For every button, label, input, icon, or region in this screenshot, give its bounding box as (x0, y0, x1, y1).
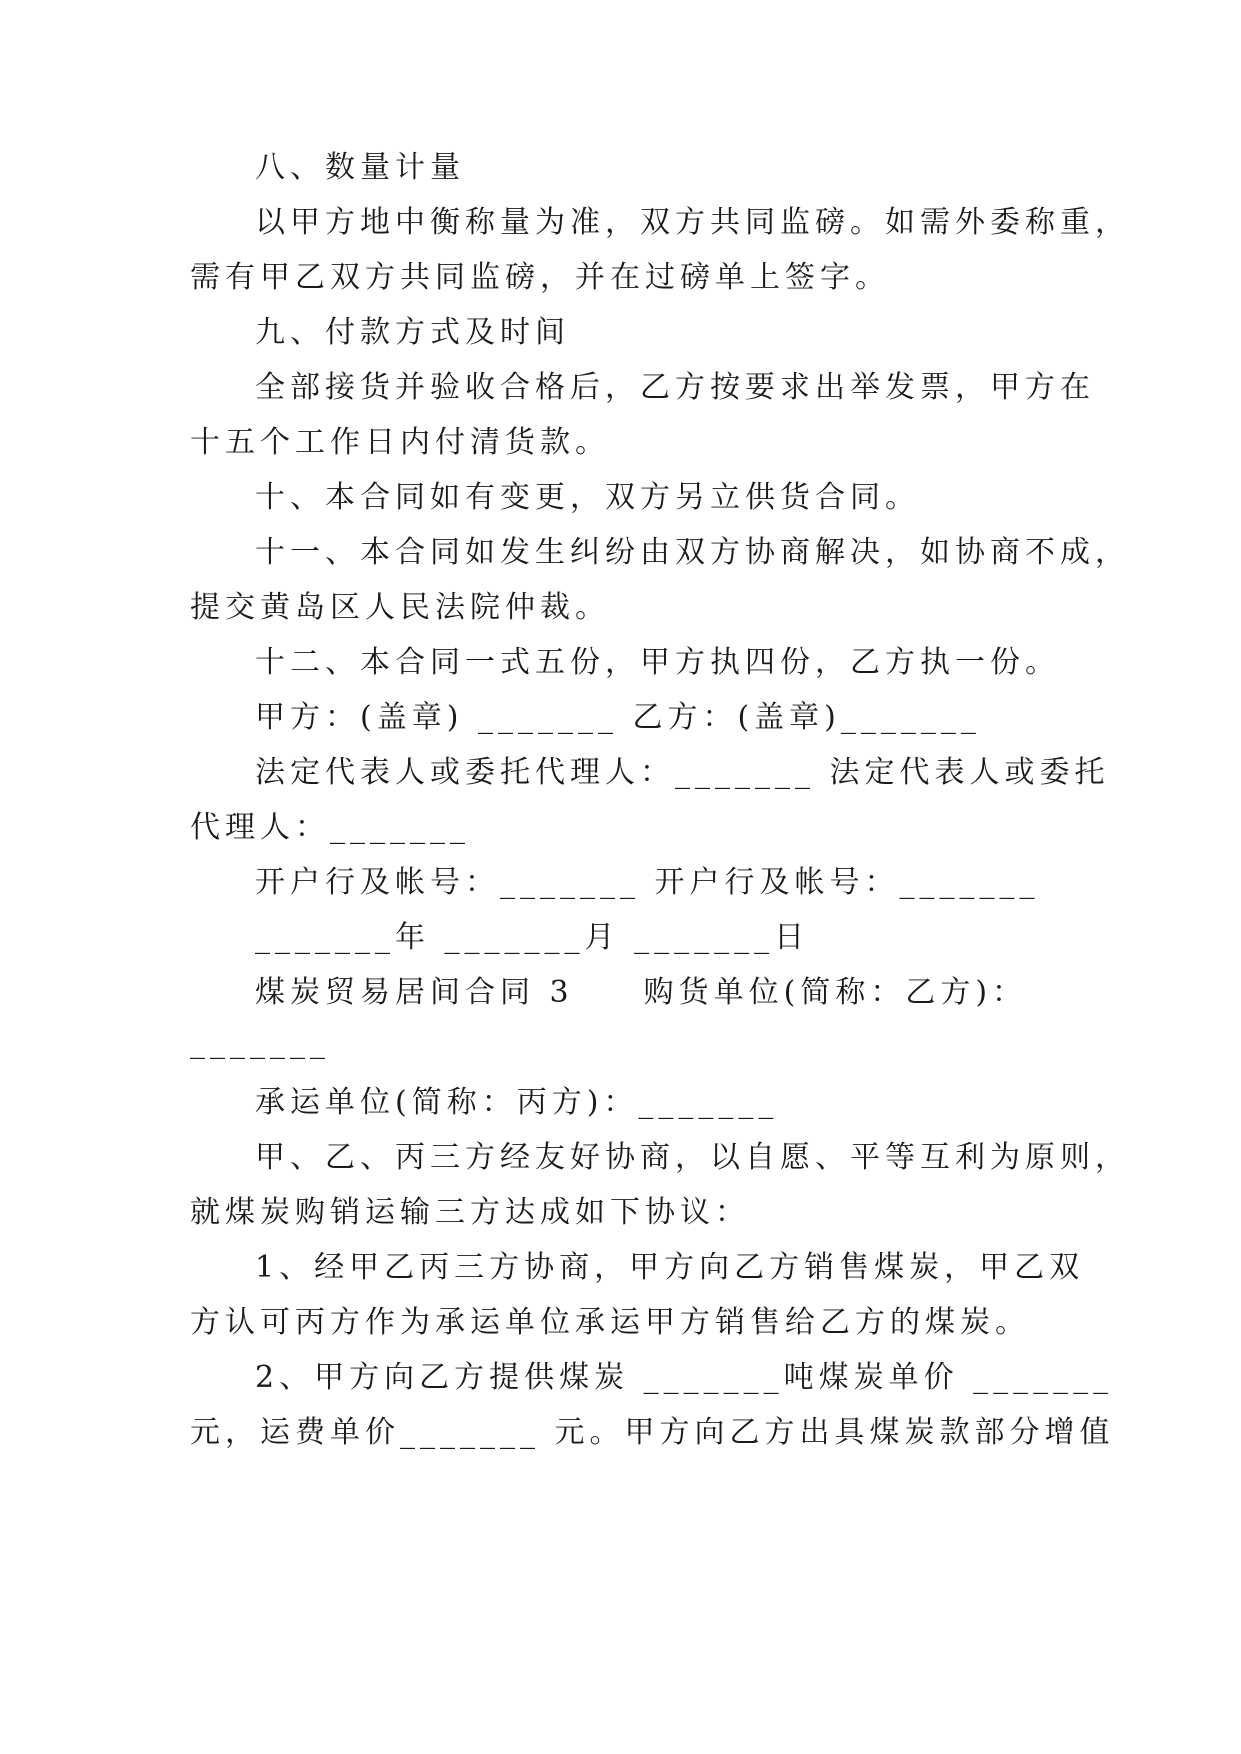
date-line: _______年 _______月 _______日 (255, 920, 810, 955)
blank-line: _______ (190, 1025, 330, 1060)
paragraph-line: 以甲方地中衡称量为准，双方共同监磅。如需外委称重， (255, 205, 1130, 240)
paragraph-line: 需有甲乙双方共同监磅，并在过磅单上签字。 (190, 260, 890, 295)
paragraph-line: 甲、乙、丙三方经友好协商，以自愿、平等互利为原则， (255, 1140, 1130, 1175)
paragraph-line: 提交黄岛区人民法院仲裁。 (190, 590, 610, 625)
section-heading-11: 十一、本合同如发生纠纷由双方协商解决，如协商不成， (255, 535, 1130, 570)
contract-title-line: 煤炭贸易居间合同 3 购货单位(简称：乙方)： (255, 975, 1028, 1010)
clause-1-line: 1、经甲乙丙三方协商，甲方向乙方销售煤炭，甲乙双 (255, 1250, 1085, 1285)
clause-2-line: 2、甲方向乙方提供煤炭 _______吨煤炭单价 _______ (255, 1360, 1114, 1395)
representative-line: 法定代表人或委托代理人：_______ 法定代表人或委托 (255, 755, 1110, 790)
carrier-line: 承运单位(简称：丙方)：_______ (255, 1085, 779, 1120)
paragraph-line: 全部接货并验收合格后，乙方按要求出举发票，甲方在 (255, 370, 1095, 405)
clause-1-line: 方认可丙方作为承运单位承运甲方销售给乙方的煤炭。 (190, 1305, 1030, 1340)
section-heading-8: 八、数量计量 (255, 150, 465, 185)
representative-line: 代理人：_______ (190, 810, 470, 845)
section-heading-10: 十、本合同如有变更，双方另立供货合同。 (255, 480, 920, 515)
section-heading-9: 九、付款方式及时间 (255, 315, 570, 350)
paragraph-line: 十五个工作日内付清货款。 (190, 425, 610, 460)
signature-line: 甲方：(盖章) _______ 乙方：(盖章)_______ (255, 700, 981, 735)
paragraph-line: 就煤炭购销运输三方达成如下协议： (190, 1195, 750, 1230)
bank-account-line: 开户行及帐号：_______ 开户行及帐号：_______ (255, 865, 1040, 900)
clause-2-line: 元，运费单价_______ 元。甲方向乙方出具煤炭款部分增值 (190, 1415, 1115, 1450)
section-heading-12: 十二、本合同一式五份，甲方执四份，乙方执一份。 (255, 645, 1060, 680)
